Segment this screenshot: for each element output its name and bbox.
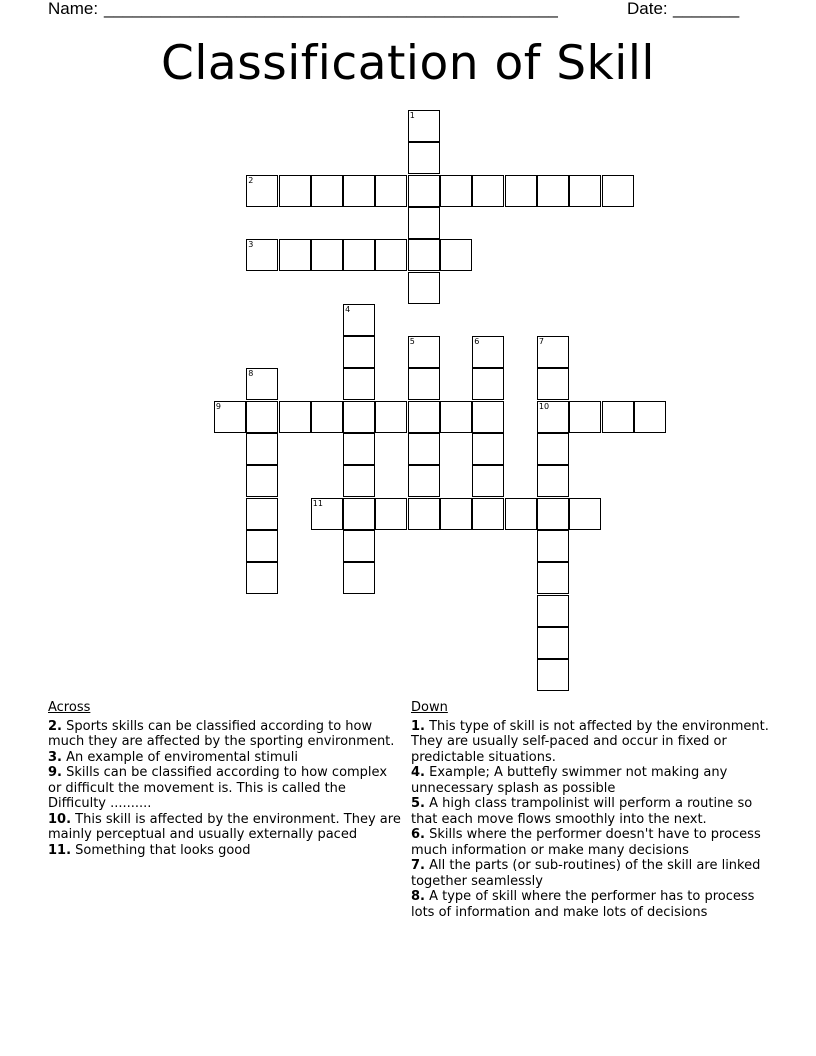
- clue-item-text: An example of enviromental stimuli: [61, 749, 299, 765]
- grid-cell[interactable]: [246, 498, 278, 530]
- grid-cell[interactable]: [375, 175, 407, 207]
- grid-cell[interactable]: [634, 401, 666, 433]
- clue-number: 9: [215, 401, 221, 411]
- clue-item: [411, 796, 771, 827]
- grid-cell[interactable]: [440, 175, 472, 207]
- clue-item-text: Something that looks good: [71, 842, 251, 858]
- grid-cell[interactable]: [472, 498, 504, 530]
- down-heading: Down: [411, 700, 448, 715]
- grid-cell[interactable]: [343, 498, 375, 530]
- down-clue-list: [411, 719, 771, 921]
- grid-cell[interactable]: [472, 433, 504, 465]
- grid-cell[interactable]: [408, 207, 440, 239]
- grid-cell[interactable]: [472, 368, 504, 400]
- grid-cell[interactable]: [440, 239, 472, 271]
- grid-cell[interactable]: [472, 401, 504, 433]
- grid-cell[interactable]: [375, 498, 407, 530]
- clue-item: [48, 750, 403, 766]
- grid-cell[interactable]: [375, 239, 407, 271]
- clue-item: [48, 719, 403, 750]
- clue-item-number: 4.: [411, 765, 425, 780]
- grid-cell[interactable]: [408, 175, 440, 207]
- grid-cell[interactable]: [472, 175, 504, 207]
- clue-item-text: All the parts (or sub-routines) of the skill are linked together seamlessly: [411, 858, 761, 889]
- clue-item-number: 5.: [411, 796, 425, 811]
- grid-cell[interactable]: [537, 530, 569, 562]
- clue-item: [48, 843, 403, 859]
- clue-number: 7: [538, 337, 544, 347]
- grid-cell[interactable]: [343, 368, 375, 400]
- grid-cell[interactable]: [440, 498, 472, 530]
- clue-item: [411, 889, 771, 920]
- clue-item-number: 7.: [411, 858, 425, 873]
- grid-cell[interactable]: [343, 562, 375, 594]
- grid-cell[interactable]: [569, 498, 601, 530]
- grid-cell[interactable]: [408, 272, 440, 304]
- clue-item-number: 1.: [411, 718, 425, 734]
- grid-cell[interactable]: [343, 465, 375, 497]
- grid-cell[interactable]: [569, 175, 601, 207]
- clue-item: [411, 858, 771, 889]
- grid-cell[interactable]: [246, 562, 278, 594]
- clue-number: 4: [345, 304, 351, 314]
- grid-cell[interactable]: [537, 498, 569, 530]
- grid-cell[interactable]: [343, 175, 375, 207]
- grid-cell[interactable]: [408, 433, 440, 465]
- grid-cell[interactable]: [375, 401, 407, 433]
- grid-cell[interactable]: [537, 595, 569, 627]
- grid-cell[interactable]: [246, 433, 278, 465]
- grid-cell[interactable]: [472, 465, 504, 497]
- grid-cell[interactable]: [537, 175, 569, 207]
- grid-cell[interactable]: [505, 175, 537, 207]
- across-heading: Across: [48, 700, 91, 715]
- grid-cell[interactable]: [343, 336, 375, 368]
- clue-number: 5: [409, 337, 415, 347]
- grid-cell[interactable]: [311, 175, 343, 207]
- clue-number: 2: [248, 175, 254, 185]
- clue-item: [411, 765, 771, 796]
- clue-item: [411, 719, 771, 766]
- grid-cell[interactable]: [311, 239, 343, 271]
- grid-cell[interactable]: [537, 659, 569, 691]
- grid-cell[interactable]: [602, 175, 634, 207]
- grid-cell[interactable]: [246, 530, 278, 562]
- clue-number: 8: [248, 369, 254, 379]
- across-clues: [48, 700, 403, 858]
- grid-cell[interactable]: [343, 239, 375, 271]
- grid-cell[interactable]: [343, 401, 375, 433]
- clue-number: 10: [538, 401, 550, 411]
- page-title: Classification of Skill: [161, 36, 655, 91]
- clue-number: 1: [409, 111, 415, 120]
- name-label: Name:: [48, 0, 99, 18]
- grid-cell[interactable]: [569, 401, 601, 433]
- grid-cell[interactable]: [279, 175, 311, 207]
- grid-cell[interactable]: [408, 401, 440, 433]
- clue-item-number: 11.: [48, 842, 72, 858]
- grid-cell[interactable]: [505, 498, 537, 530]
- clue-item-number: 9.: [48, 765, 62, 780]
- clue-number: 11: [312, 498, 323, 508]
- grid-cell[interactable]: [537, 562, 569, 594]
- clue-item-text: This skill is affected by the environment. They are mainly perceptual and usually externally paced: [48, 811, 401, 842]
- name-field-line[interactable]: ________________________________________________: [104, 0, 558, 18]
- clue-item-text: Skills can be classified according to how complex or difficult the movement is. This is called the Difficulty ..........: [48, 765, 388, 811]
- clue-item-number: 6.: [411, 827, 425, 842]
- date-field-line[interactable]: _______: [673, 0, 740, 18]
- clue-number: 3: [248, 240, 254, 250]
- grid-cell[interactable]: [408, 239, 440, 271]
- clue-item: [48, 812, 403, 843]
- grid-cell[interactable]: [246, 401, 278, 433]
- grid-cell[interactable]: [246, 465, 278, 497]
- clue-item-number: 3.: [48, 749, 62, 765]
- grid-cell[interactable]: [311, 401, 343, 433]
- clue-item-number: 8.: [411, 889, 425, 904]
- grid-cell[interactable]: [602, 401, 634, 433]
- grid-cell[interactable]: [440, 401, 472, 433]
- grid-cell[interactable]: [408, 465, 440, 497]
- clue-item: [48, 765, 403, 812]
- clue-item-text: This type of skill is not affected by the environment. They are usually self-paced and occur in fixed or predictable situations.: [411, 718, 769, 765]
- grid-cell[interactable]: [408, 498, 440, 530]
- grid-cell[interactable]: [279, 239, 311, 271]
- grid-cell[interactable]: [279, 401, 311, 433]
- grid-cell[interactable]: [537, 627, 569, 659]
- grid-cell[interactable]: [408, 368, 440, 400]
- clue-item-text: A type of skill where the performer has to process lots of information and make lots of decisions: [411, 889, 755, 920]
- clue-number: 6: [474, 337, 480, 347]
- clue-item-number: 2.: [48, 718, 62, 734]
- clue-item-text: A high class trampolinist will perform a routine so that each move flows smoothly into the next.: [411, 796, 753, 827]
- across-clue-list: [48, 719, 403, 859]
- grid-cell[interactable]: [537, 368, 569, 400]
- clue-item-number: 10.: [48, 811, 72, 827]
- clue-item-text: Sports skills can be classified according to how much they are affected by the sporting environment.: [48, 718, 395, 749]
- grid-cell[interactable]: [537, 465, 569, 497]
- clue-item-text: Skills where the performer doesn't have to process much information or make many decisions: [411, 827, 761, 858]
- clue-item-text: Example; A buttefly swimmer not making any unnecessary splash as possible: [411, 765, 728, 796]
- clue-item: [411, 827, 771, 858]
- grid-cell[interactable]: [343, 530, 375, 562]
- grid-cell[interactable]: [537, 433, 569, 465]
- grid-cell[interactable]: [343, 433, 375, 465]
- down-clues: [411, 700, 771, 920]
- grid-cell[interactable]: [408, 142, 440, 174]
- date-label: Date:: [627, 0, 668, 18]
